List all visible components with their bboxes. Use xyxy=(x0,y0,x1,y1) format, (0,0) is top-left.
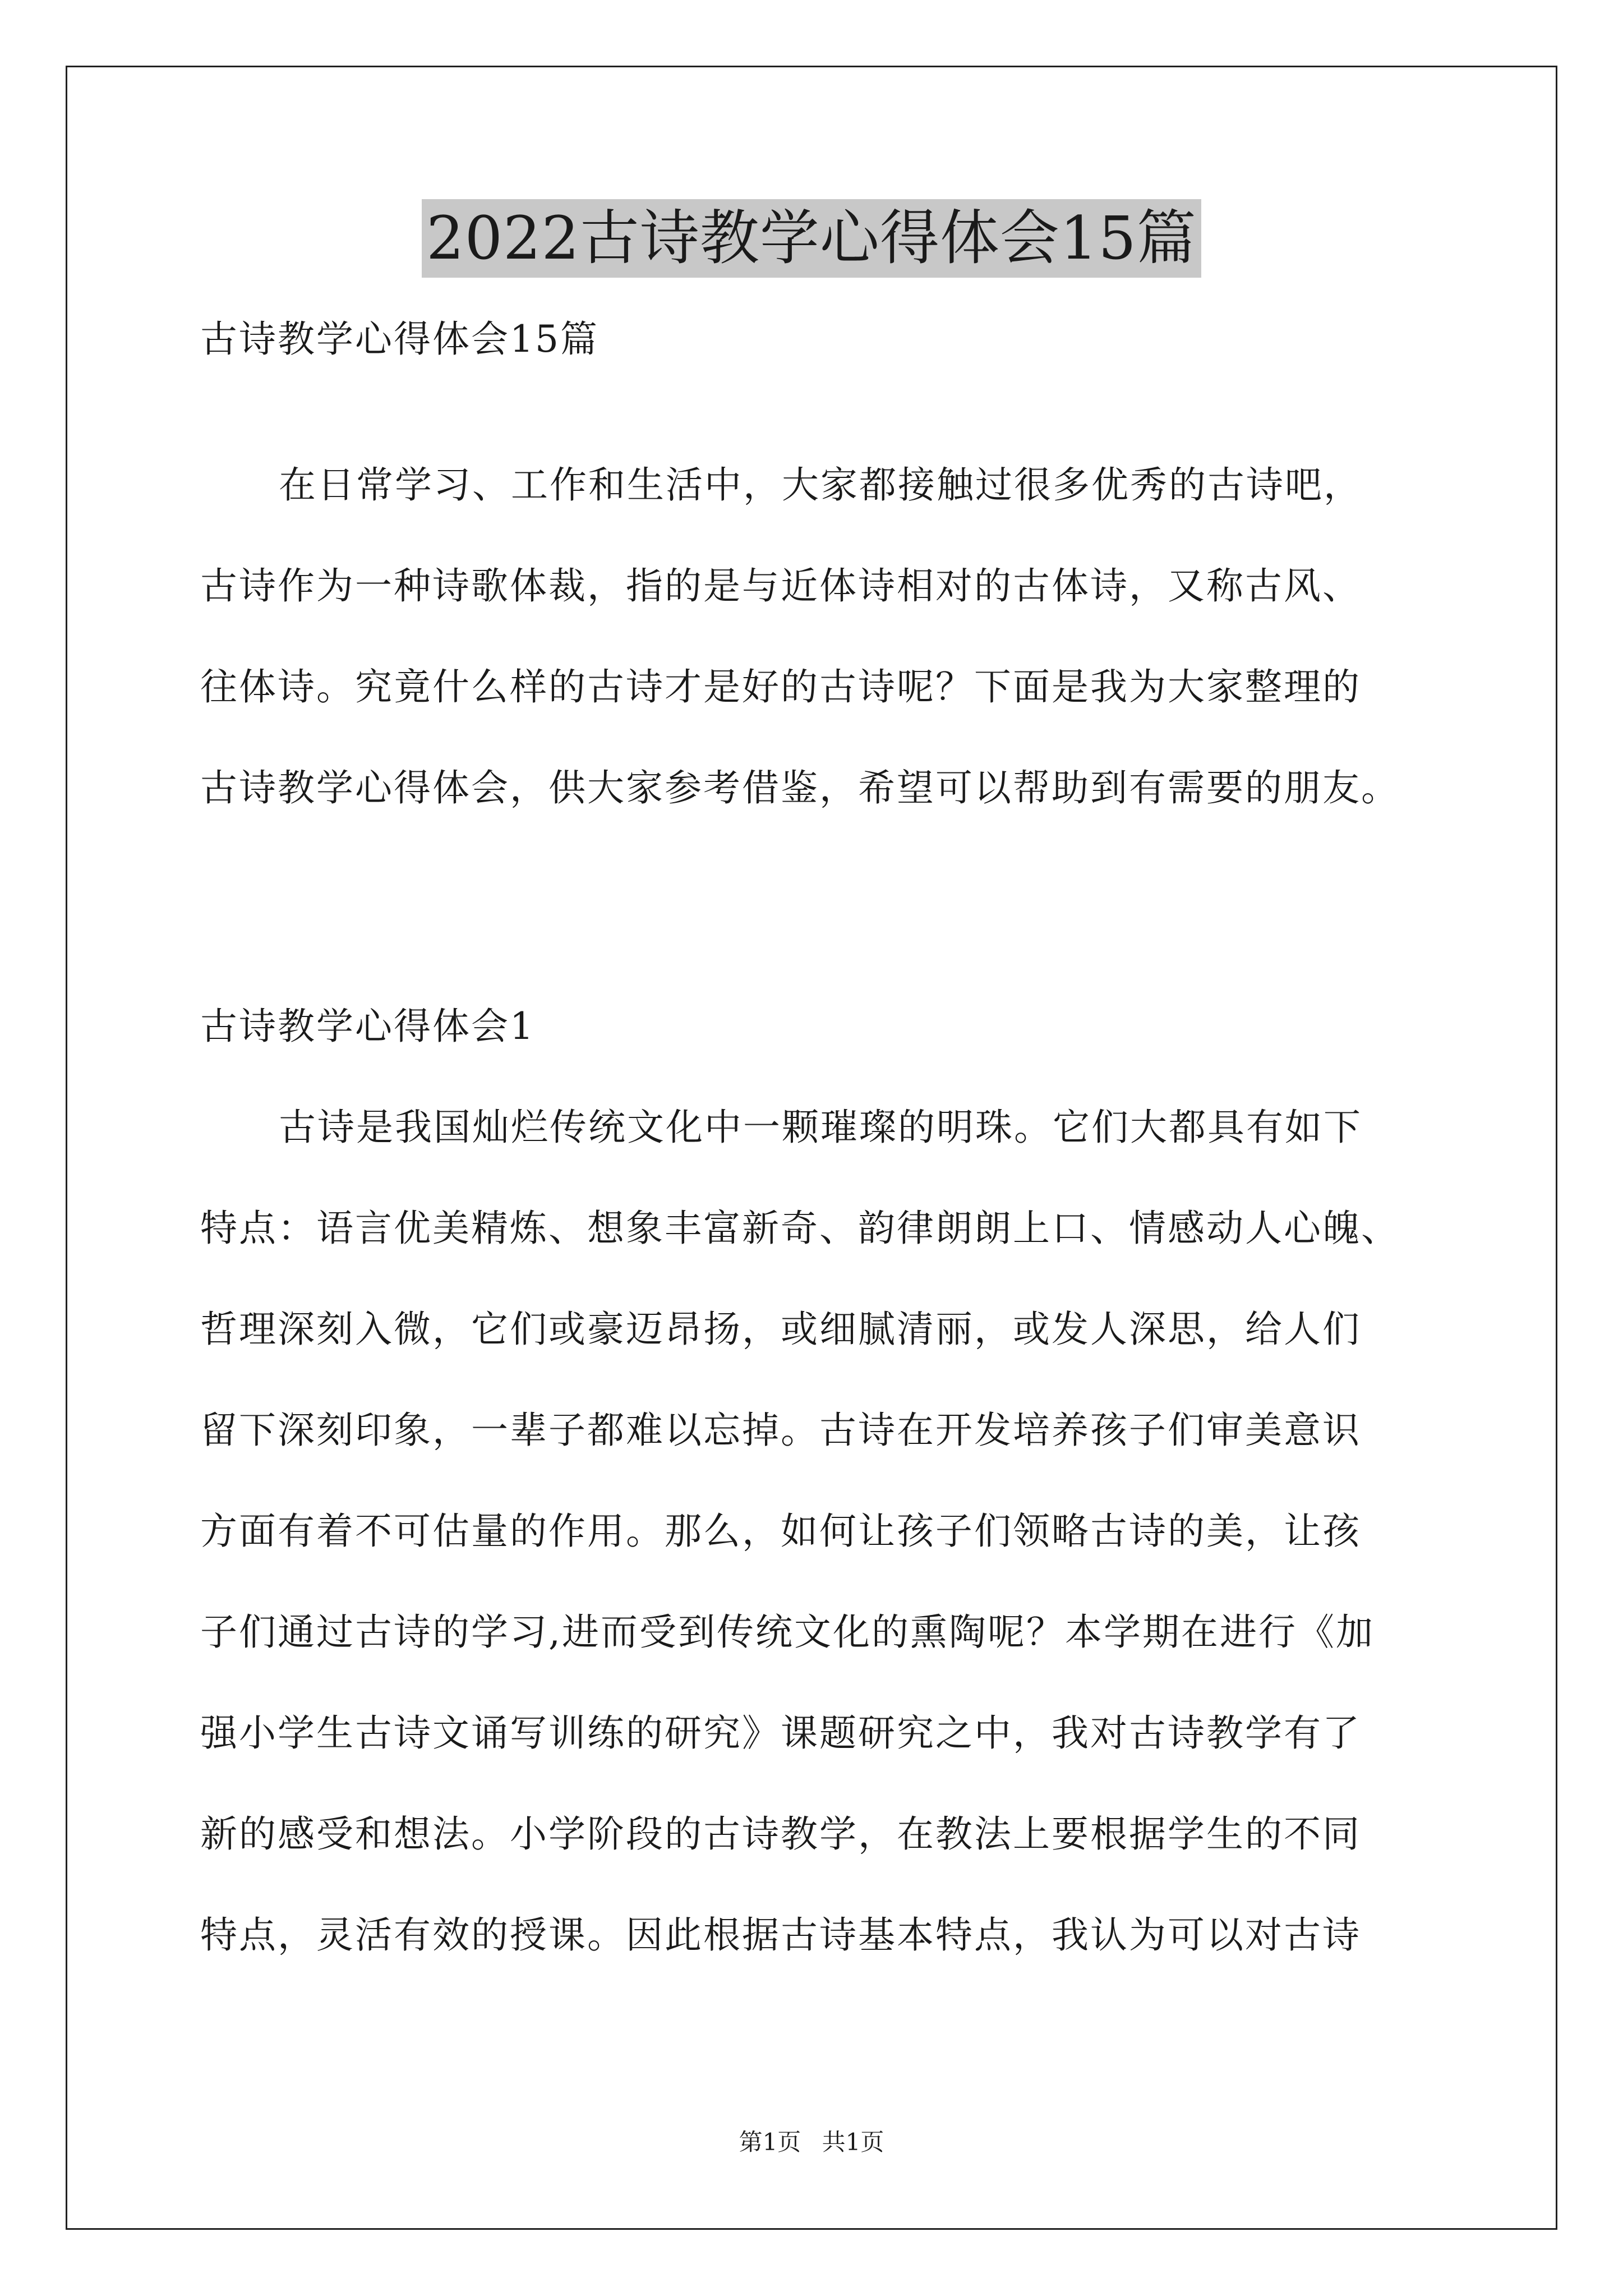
page-total: 共1页 xyxy=(822,2128,884,2156)
section-line-1: 古诗是我国灿烂传统文化中一颗璀璨的明珠。它们大都具有如下 xyxy=(279,1106,1362,1149)
document-title: 2022古诗教学心得体会15篇 xyxy=(422,199,1201,278)
section-line-2: 特点：语言优美精炼、想象丰富新奇、韵律朗朗上口、情感动人心魄、 xyxy=(200,1207,1400,1250)
page-footer xyxy=(0,2125,1623,2159)
section-line-8: 新的感受和想法。小学阶段的古诗教学，在教法上要根据学生的不同 xyxy=(200,1812,1361,1856)
section-line-6: 子们通过古诗的学习,进而受到传统文化的熏陶呢？本学期在进行《加 xyxy=(200,1611,1375,1654)
section-line-9: 特点，灵活有效的授课。因此根据古诗基本特点，我认为可以对古诗 xyxy=(200,1913,1361,1957)
intro-line-4: 古诗教学心得体会，供大家参考借鉴，希望可以帮助到有需要的朋友。 xyxy=(200,766,1400,809)
intro-line-3: 往体诗。究竟什么样的古诗才是好的古诗呢？下面是我为大家整理的 xyxy=(200,665,1361,708)
document-subtitle: 古诗教学心得体会15篇 xyxy=(200,318,599,361)
section-line-7: 强小学生古诗文诵写训练的研究》课题研究之中，我对古诗教学有了 xyxy=(200,1711,1361,1755)
section-line-4: 留下深刻印象，一辈子都难以忘掉。古诗在开发培养孩子们审美意识 xyxy=(200,1409,1361,1452)
page-number: 第1页 xyxy=(739,2128,801,2156)
intro-line-2: 古诗作为一种诗歌体裁，指的是与近体诗相对的古体诗，又称古风、 xyxy=(200,564,1361,608)
section-line-3: 哲理深刻入微，它们或豪迈昂扬，或细腻清丽，或发人深思，给人们 xyxy=(200,1308,1361,1351)
intro-line-1: 在日常学习、工作和生活中，大家都接触过很多优秀的古诗吧， xyxy=(279,463,1362,507)
section-heading: 古诗教学心得体会1 xyxy=(200,1005,535,1048)
section-line-5: 方面有着不可估量的作用。那么，如何让孩子们领略古诗的美，让孩 xyxy=(200,1510,1361,1553)
title-container xyxy=(0,199,1623,278)
